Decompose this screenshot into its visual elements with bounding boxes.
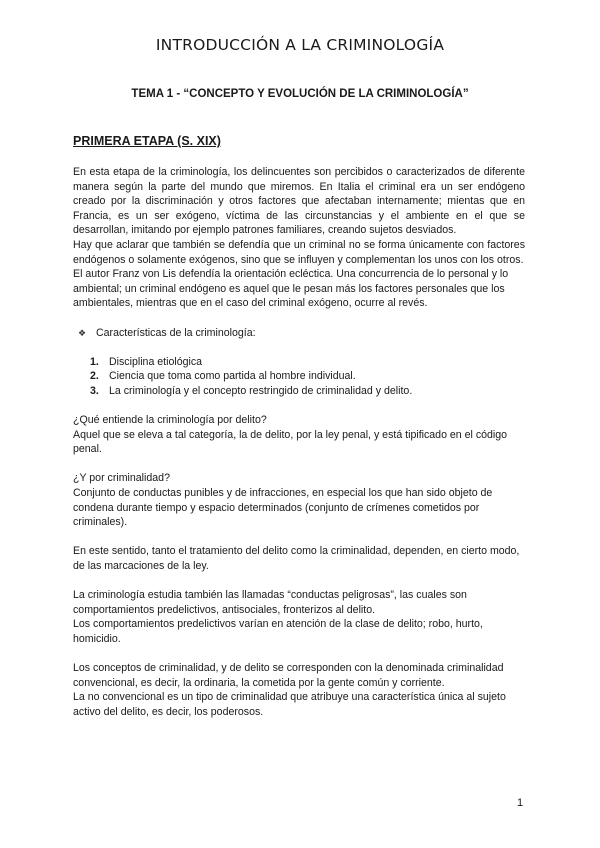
defense-paragraph: Hay que aclarar que también se defendía que un criminal no se forma únicamente con factores endógenos o solamente exógenos, sino que se influyen y complementan los unos con los otros. [73,238,525,266]
section-heading: PRIMERA ETAPA (S. XIX) [73,134,221,148]
document-title: INTRODUCCIÓN A LA CRIMINOLOGÍA [155,36,445,54]
list-text: La criminología y el concepto restringido de criminalidad y delito. [109,384,413,397]
topic-title: TEMA 1 - “CONCEPTO Y EVOLUCIÓN DE LA CRIMINOLOGÍA” [131,88,469,100]
nonconventional-paragraph: La no convencional es un tipo de criminalidad que atribuye una característica única al sujeto activo del delito, es decir, los poderosos. [73,691,506,718]
study-paragraph: La criminología estudia también las llamadas “conductas peligrosas”, las cuales son comportamientos predelictivos, antisociales, fronterizos al delito. [73,589,467,616]
bullet-text: Características de la criminología: [96,326,256,339]
sense-paragraph: En este sentido, tanto el tratamiento del delito como la criminalidad, dependen, en cierto modo, de las marcaciones de la ley. [73,545,520,573]
list-number: 3. [90,384,99,397]
list-text: Disciplina etiológica [109,355,203,368]
question-criminalidad: ¿Y por criminalidad? [73,472,170,485]
question-delito: ¿Qué entiende la criminología por delito? [73,414,267,427]
list-number: 2. [90,370,99,383]
list-number: 1. [90,355,99,368]
intro-paragraph: En esta etapa de la criminología, los delincuentes son percibidos o caracterizados de diferente manera según la parte del mundo que miremos. En Italia el criminal era un ser endógeno creado por la discriminación y otros factores que afectaban internamente; mientas que en Francia, es un ser exógeno, víctima de las circunstancias y el ambiente en el que se desarrollan, imitando por ejemplo patrones familiares, creando sujetos desviados. [73,166,525,237]
list-item [73,355,525,370]
diamond-bullet-icon: ❖ [78,327,87,338]
body-content [73,165,525,720]
predelictive-paragraph: Los comportamientos predelictivos varían en atención de la clase de delito; robo, hurto, homicidio. [73,618,483,645]
answer-criminalidad: Conjunto de conductas punibles y de infracciones, en especial los que han sido objeto de condena durante tiempo y espacio determinados (conjunto de crímenes cometidos por criminales). [73,487,493,529]
page-number: 1 [517,797,524,809]
concepts-paragraph: Los conceptos de criminalidad, y de delito se corresponden con la denominada criminalidad convencional, es decir, la ordinaria, la cometida por la gente común y corriente. [73,662,504,689]
list-text: Ciencia que toma como partida al hombre individual. [109,370,356,383]
answer-delito: Aquel que se eleva a tal categoría, la de delito, por la ley penal, y está tipificado en el código penal. [73,428,508,456]
author-continuation: ambiental; un criminal endógeno es aquel que le pesan más los factores personales que los ambientales, mientras que en el caso del criminal exógeno, ocurre al revés. [73,282,505,310]
list-item [73,384,525,399]
author-line: El autor Franz von Lis defendía la orientación ecléctica. Una concurrencia de lo personal y lo [73,268,509,281]
list-item [73,369,525,384]
characteristics-list [73,355,525,399]
bullet-item [73,326,525,341]
